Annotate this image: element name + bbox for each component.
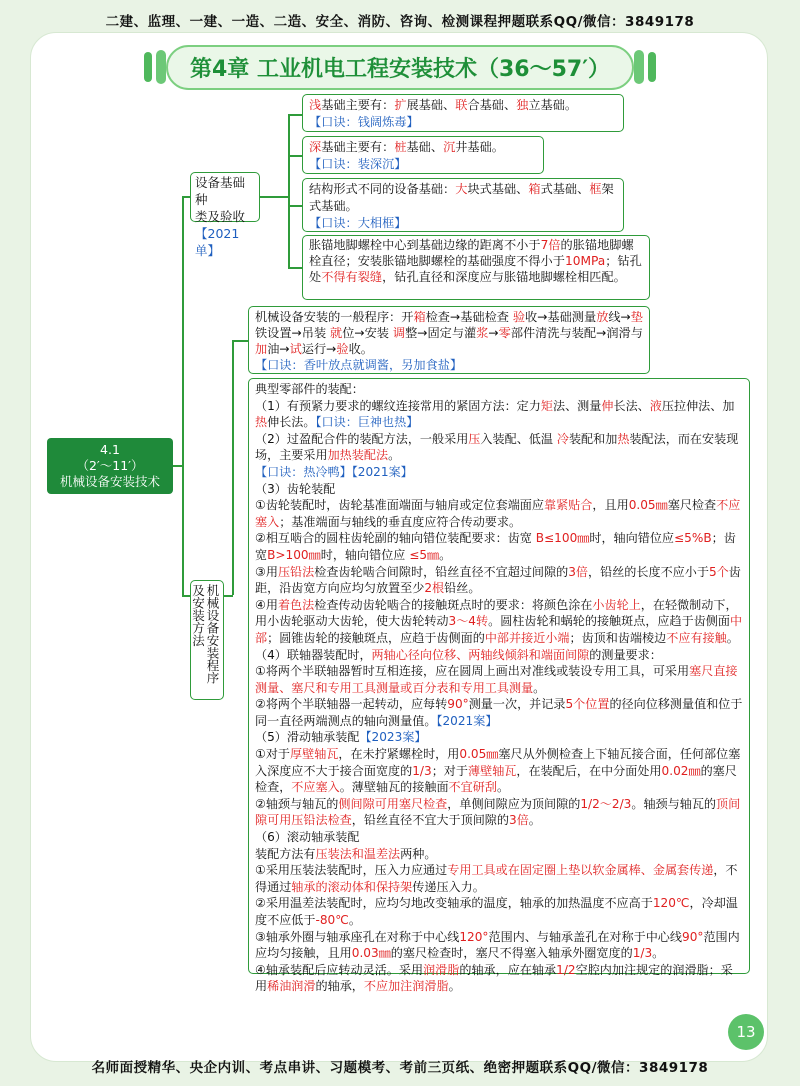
branch-foundation-tag: 【2021单】 (195, 226, 240, 258)
connector (224, 595, 233, 597)
branch-procedure (190, 580, 224, 700)
connector (288, 114, 302, 116)
root-line2: （2′～11′） (76, 458, 144, 473)
connector (288, 267, 302, 269)
parts-item-2-mnemonic: 【口诀：热冷鸭】【2021案】 (255, 464, 413, 479)
connector (260, 196, 288, 198)
parts-item-3: （3）齿轮装配 (255, 481, 336, 496)
connector (232, 340, 234, 595)
page-title: 第4章 工业机电工程安装技术（36～57′） (166, 45, 634, 90)
shallow-foundation-box (302, 94, 624, 132)
deep-text: 深基础主要有：桩基础、沉井基础。 (309, 140, 504, 154)
coupling-2: ②将两个半联轴器一起转动，应每转90°测量一次，并记录5个位置的径向位移测量值和位于同一直径两端测点的轴向测量值。【2021案】 (255, 697, 743, 728)
branch-procedure-label: 机械设备安装程序及安装方法 (190, 584, 220, 684)
coupling-1: ①将两个半联轴器暂时互相连接，应在圆周上画出对准线或装设专用工具，可采用塞尺直接测量、塞尺和专用工具测量或百分表和专用工具测量。 (255, 664, 738, 695)
connector (288, 114, 290, 268)
branch-foundation (190, 172, 260, 258)
branch-foundation-line1: 设备基础种 (195, 175, 246, 207)
root-node (47, 438, 173, 494)
connector (182, 196, 184, 596)
parts-item-1: （1）有预紧力要求的螺纹连接常用的紧固方法：定力矩法、测量伸长法、液压拉伸法、加 热伸长法。【口诀：巨神也热】 (255, 398, 735, 430)
structure-mnemonic: 【口诀：大相框】 (309, 216, 407, 230)
connector (182, 595, 190, 597)
procedure-text: 机械设备安装的一般程序：开箱检查→基础检查 验收→基础测量放线→垫铁设置→吊装 就位→安装 调整→固定与灌浆→零部件清洗与装配→润滑与加油→试运行→验收。 (255, 310, 643, 356)
connector (288, 155, 302, 157)
deep-mnemonic: 【口诀：装深沉】 (309, 157, 407, 171)
procedure-box (248, 306, 650, 374)
structure-foundation-box (302, 178, 624, 232)
gear-3: ③用压铅法检查齿轮啮合间隙时，铅丝直径不宜超过间隙的3倍，铅丝的长度不应小于5个齿距，沿齿宽方向应均匀放置至少2根铅丝。 (255, 564, 741, 596)
anchor-bolt-text: 胀锚地脚螺栓中心到基础边缘的距离不小于7倍的胀锚地脚螺栓直径；安装胀锚地脚螺栓的基础强度不得小于10MPa；钻孔处不得有裂缝，钻孔直径和深度应与胀锚地脚螺栓相匹配。 (309, 238, 642, 284)
connector (288, 205, 302, 207)
branch-foundation-line2: 类及验收 (195, 209, 246, 224)
page-number-badge: 13 (728, 1014, 764, 1050)
rolling-0: 装配方法有压装法和温差法两种。 (255, 846, 437, 861)
gear-1: ①齿轮装配时，齿轮基准面端面与轴肩或定位套端面应靠紧贴合，且用0.05㎜塞尺检查不应塞入；基准端面与轴线的垂直度应符合传动要求。 (255, 498, 741, 529)
connector (182, 196, 190, 198)
parts-assembly-box (248, 378, 750, 994)
rolling-3: ③轴承外圈与轴承座孔在对称于中心线120°范围内、与轴承盖孔在对称于中心线90°范围内应均匀接触，且用0.03㎜的塞尺检查时，塞尺不得塞入轴承外圈宽度的1/3。 (255, 929, 740, 961)
gear-4: ④用着色法检查传动齿轮啮合的接触斑点时的要求：将颜色涂在小齿轮上，在轻微制动下，用小齿轮驱动大齿轮，使大齿轮转动3～4转。圆柱齿轮和蜗轮的接触斑点，应趋于齿侧面中部；圆锥齿轮的接触斑点，应趋于齿侧面的中部并接近小端；齿顶和齿端棱边不应有接触。 (255, 597, 743, 645)
parts-heading: 典型零部件的装配： (255, 382, 364, 396)
deep-foundation-box (302, 136, 544, 174)
parts-item-6: （6）滚动轴承装配 (255, 830, 360, 845)
parts-item-2: （2）过盈配合件的装配方法，一般采用压入装配、低温 冷装配和加热装配法，而在安装现场，主要采用加热装配法。 (255, 431, 739, 463)
shallow-text: 浅基础主要有：扩展基础、联合基础、独立基础。 (309, 98, 578, 112)
rolling-2: ②采用温差法装配时，应均匀地改变轴承的温度，轴承的加热温度不应高于120℃，冷却温度不应低于-80℃。 (255, 896, 738, 927)
sliding-2: ②轴颈与轴瓦的侧间隙可用塞尺检查，单侧间隙应为顶间隙的1/2～2/3。轴颈与轴瓦的顶间隙可用压铅法检查，铅丝直径不宜大于顶间隙的3倍。 (255, 796, 741, 828)
footer-text: 名师面授精华、央企内训、考点串讲、习题模考、考前三页纸、绝密押题联系QQ/微信：3849178 (91, 1060, 709, 1076)
anchor-bolt-box (302, 235, 650, 300)
rolling-1: ①采用压装法装配时，压入力应通过专用工具或在固定圈上垫以软金属棒、金属套传递，不得通过轴承的滚动体和保持架传递压入力。 (255, 863, 738, 894)
rolling-4: ④轴承装配后应转动灵活。采用润滑脂的轴承，应在轴承1/2空腔内加注规定的润滑脂；采用稀油润滑的轴承，不应加注润滑脂。 (255, 962, 733, 994)
gear-2: ②相互啮合的圆柱齿轮副的轴向错位装配要求：齿宽 B≤100㎜时，轴向错位应≤5%B；齿宽B>100㎜时，轴向错位应 ≤5㎜。 (255, 531, 736, 562)
root-line3: 机械设备安装技术 (59, 474, 160, 489)
title-bar (150, 42, 650, 92)
structure-text: 结构形式不同的设备基础：大块式基础、箱式基础、框架式基础。 (309, 182, 614, 213)
procedure-mnemonic: 【口诀：香叶放点就调酱，另加食盐】 (255, 358, 463, 372)
header-text: 二建、监理、一建、一造、二造、安全、消防、咨询、检测课程押题联系QQ/微信：3849178 (105, 14, 695, 30)
parts-item-5: （5）滑动轴承装配【2023案】 (255, 730, 427, 745)
sliding-1: ①对于厚壁轴瓦，在未拧紧螺栓时，用0.05㎜塞尺从外侧检查上下轴瓦接合面，任何部位塞入深度应不大于接合面宽度的1/3；对于薄壁轴瓦，在装配后，在中分面处用0.02㎜的塞尺检查，不应塞入。薄壁轴瓦的接触面不宜研刮。 (255, 747, 741, 795)
root-line1: 4.1 (100, 442, 120, 457)
shallow-mnemonic: 【口诀：钱阔炼毒】 (309, 115, 419, 129)
connector (232, 340, 248, 342)
parts-item-4: （4）联轴器装配时，两轴心径向位移、两轴线倾斜和端面间隙的测量要求： (255, 647, 662, 662)
